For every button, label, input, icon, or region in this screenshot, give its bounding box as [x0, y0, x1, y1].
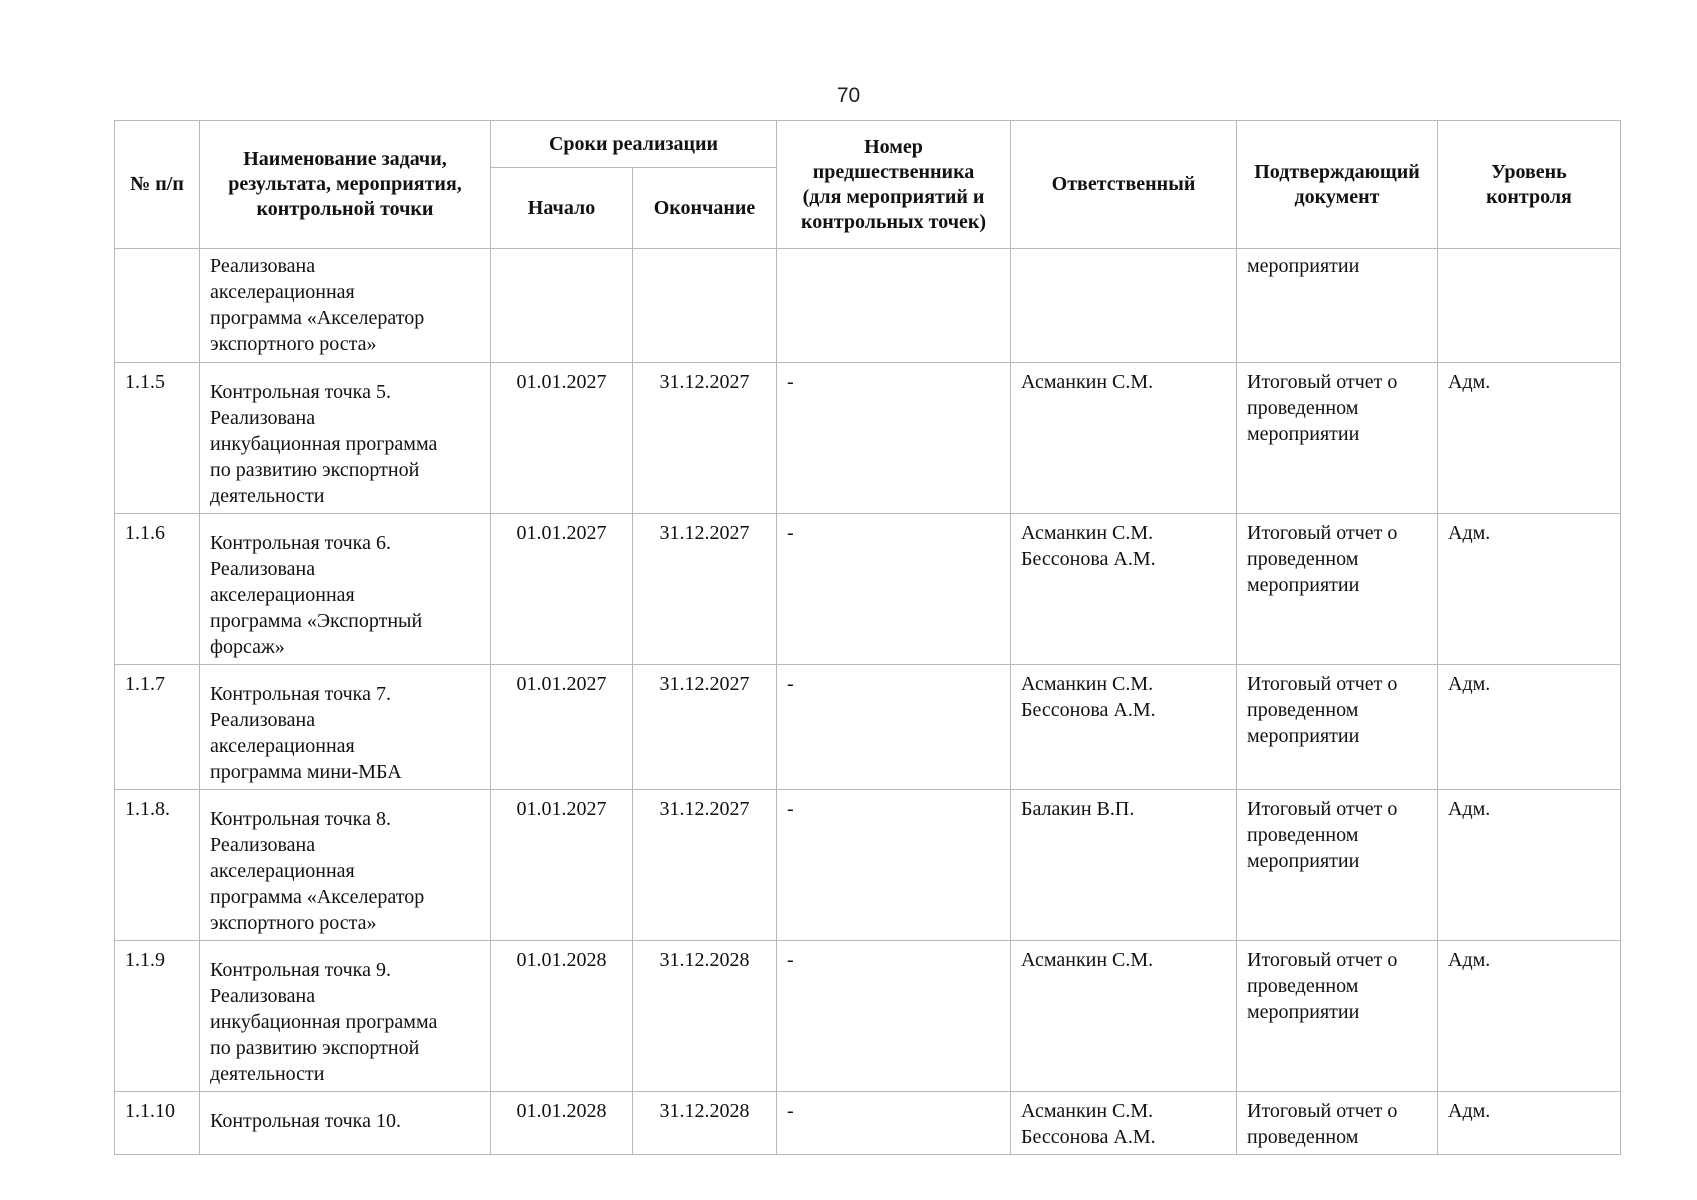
text-line: акселерационная — [210, 584, 355, 606]
cell-document — [1237, 249, 1438, 363]
cell-start: 01.01.2027 — [491, 665, 633, 790]
text-line: Реализована — [210, 985, 316, 1007]
text-line: мероприятии — [1247, 574, 1360, 596]
text-line: Итоговый отчет о — [1247, 1100, 1398, 1122]
cell-end: 31.12.2027 — [633, 363, 777, 514]
text-line: Итоговый отчет о — [1247, 949, 1398, 971]
cell-predecessor: - — [777, 665, 1011, 790]
text-line: Контрольная точка 10. — [210, 1110, 401, 1132]
cell-control-level: Адм. — [1438, 514, 1621, 665]
text-line: предшественника — [812, 160, 975, 183]
cell-responsible — [1011, 249, 1237, 363]
cell-start — [491, 249, 633, 363]
text-line: инкубационная программа — [210, 1011, 438, 1033]
text-line: форсаж» — [210, 636, 285, 658]
text-line: Уровень — [1491, 160, 1567, 183]
cell-control-level: Адм. — [1438, 1092, 1621, 1155]
text-line: программа «Экспортный — [210, 610, 423, 632]
text-line: Реализована — [210, 558, 316, 580]
cell-end: 31.12.2027 — [633, 790, 777, 941]
text-line: Реализована — [210, 255, 316, 277]
text-line: Итоговый отчет о — [1247, 371, 1398, 393]
text-line: акселерационная — [210, 735, 355, 757]
cell-responsible — [1011, 790, 1237, 941]
text-line: Балакин В.П. — [1021, 798, 1135, 820]
cell-control-level: Адм. — [1438, 790, 1621, 941]
text-line: Контрольная точка 5. — [210, 381, 391, 403]
cell-end — [633, 249, 777, 363]
cell-document — [1237, 363, 1438, 514]
text-line: (для мероприятий и — [802, 185, 985, 208]
table-row — [115, 363, 1621, 514]
cell-predecessor: - — [777, 941, 1011, 1092]
header-predecessor — [777, 121, 1011, 249]
header-num: № п/п — [115, 121, 200, 249]
table-body — [115, 249, 1621, 1155]
text-line: контроля — [1486, 185, 1572, 208]
cell-end: 31.12.2027 — [633, 665, 777, 790]
page-number: 70 — [836, 84, 861, 107]
text-line: мероприятии — [1247, 850, 1360, 872]
text-line: Итоговый отчет о — [1247, 798, 1398, 820]
cell-end: 31.12.2027 — [633, 514, 777, 665]
cell-num: 1.1.7 — [115, 665, 200, 790]
text-line: результата, мероприятия, — [228, 173, 462, 195]
text-line: Асманкин С.М. — [1021, 949, 1154, 971]
cell-num: 1.1.8. — [115, 790, 200, 941]
cell-name — [200, 665, 491, 790]
text-line: контрольной точки — [256, 198, 434, 220]
header-document — [1237, 121, 1438, 249]
cell-start: 01.01.2027 — [491, 363, 633, 514]
text-line: акселерационная — [210, 281, 355, 303]
text-line: документ — [1294, 185, 1380, 208]
text-line: Контрольная точка 8. — [210, 808, 391, 830]
table-header — [115, 121, 1621, 249]
cell-predecessor: - — [777, 1092, 1011, 1155]
cell-end: 31.12.2028 — [633, 941, 777, 1092]
text-line: по развитию экспортной — [210, 459, 420, 481]
text-line: Контрольная точка 9. — [210, 959, 391, 981]
cell-name — [200, 363, 491, 514]
cell-predecessor: - — [777, 790, 1011, 941]
text-line: по развитию экспортной — [210, 1037, 420, 1059]
cell-num: 1.1.5 — [115, 363, 200, 514]
text-line: проведенном — [1247, 975, 1359, 997]
cell-predecessor: - — [777, 514, 1011, 665]
text-line: проведенном — [1247, 824, 1359, 846]
text-line: Контрольная точка 6. — [210, 532, 391, 554]
text-line: проведенном — [1247, 548, 1359, 570]
text-line: Бессонова А.М. — [1021, 1126, 1156, 1148]
text-line: экспортного роста» — [210, 333, 377, 355]
cell-document — [1237, 665, 1438, 790]
text-line: Реализована — [210, 709, 316, 731]
table-row — [115, 1092, 1621, 1155]
cell-predecessor: - — [777, 363, 1011, 514]
cell-num: 1.1.6 — [115, 514, 200, 665]
text-line: мероприятии — [1247, 725, 1360, 747]
text-line: мероприятии — [1247, 1001, 1360, 1023]
cell-control-level — [1438, 249, 1621, 363]
cell-predecessor — [777, 249, 1011, 363]
text-line: акселерационная — [210, 860, 355, 882]
cell-document — [1237, 790, 1438, 941]
table-row — [115, 665, 1621, 790]
text-line: Бессонова А.М. — [1021, 548, 1156, 570]
plan-table — [114, 120, 1621, 1155]
cell-name — [200, 249, 491, 363]
table-row — [115, 941, 1621, 1092]
text-line: Бессонова А.М. — [1021, 699, 1156, 721]
header-control-level — [1438, 121, 1621, 249]
text-line: проведенном — [1247, 699, 1359, 721]
text-line: деятельности — [210, 485, 325, 507]
cell-start: 01.01.2027 — [491, 514, 633, 665]
text-line: Итоговый отчет о — [1247, 673, 1398, 695]
text-line: контрольных точек) — [801, 210, 987, 233]
text-line: Подтверждающий — [1254, 160, 1420, 183]
text-line: программа «Акселератор — [210, 307, 425, 329]
cell-responsible — [1011, 363, 1237, 514]
cell-document — [1237, 941, 1438, 1092]
cell-document — [1237, 514, 1438, 665]
cell-responsible — [1011, 1092, 1237, 1155]
text-line: программа «Акселератор — [210, 886, 425, 908]
text-line: Итоговый отчет о — [1247, 522, 1398, 544]
header-start: Начало — [491, 168, 633, 249]
cell-responsible — [1011, 941, 1237, 1092]
text-line: экспортного роста» — [210, 912, 377, 934]
cell-start: 01.01.2028 — [491, 1092, 633, 1155]
cell-num: 1.1.10 — [115, 1092, 200, 1155]
header-responsible: Ответственный — [1011, 121, 1237, 249]
cell-document — [1237, 1092, 1438, 1155]
cell-num — [115, 249, 200, 363]
cell-name — [200, 1092, 491, 1155]
text-line: программа мини-МБА — [210, 761, 402, 783]
table-row — [115, 790, 1621, 941]
cell-name — [200, 514, 491, 665]
text-line: мероприятии — [1247, 255, 1360, 277]
text-line: Наименование задачи, — [243, 148, 447, 170]
continuation-row — [115, 249, 1621, 363]
text-line: проведенном — [1247, 397, 1359, 419]
header-end: Окончание — [633, 168, 777, 249]
cell-start: 01.01.2028 — [491, 941, 633, 1092]
header-terms: Сроки реализации — [491, 121, 777, 168]
cell-name — [200, 941, 491, 1092]
table-row — [115, 514, 1621, 665]
cell-num: 1.1.9 — [115, 941, 200, 1092]
cell-responsible — [1011, 665, 1237, 790]
text-line: Реализована — [210, 834, 316, 856]
text-line: проведенном — [1247, 1126, 1359, 1148]
text-line: Асманкин С.М. — [1021, 1100, 1154, 1122]
text-line: Номер — [864, 135, 923, 158]
text-line: деятельности — [210, 1063, 325, 1085]
cell-control-level: Адм. — [1438, 941, 1621, 1092]
text-line: Асманкин С.М. — [1021, 371, 1154, 393]
cell-name — [200, 790, 491, 941]
text-line: Асманкин С.М. — [1021, 522, 1154, 544]
text-line: Контрольная точка 7. — [210, 683, 391, 705]
text-line: Реализована — [210, 407, 316, 429]
text-line: инкубационная программа — [210, 433, 438, 455]
cell-control-level: Адм. — [1438, 363, 1621, 514]
header-name — [200, 121, 491, 249]
cell-start: 01.01.2027 — [491, 790, 633, 941]
cell-control-level: Адм. — [1438, 665, 1621, 790]
text-line: Асманкин С.М. — [1021, 673, 1154, 695]
text-line: мероприятии — [1247, 423, 1360, 445]
cell-end: 31.12.2028 — [633, 1092, 777, 1155]
cell-responsible — [1011, 514, 1237, 665]
